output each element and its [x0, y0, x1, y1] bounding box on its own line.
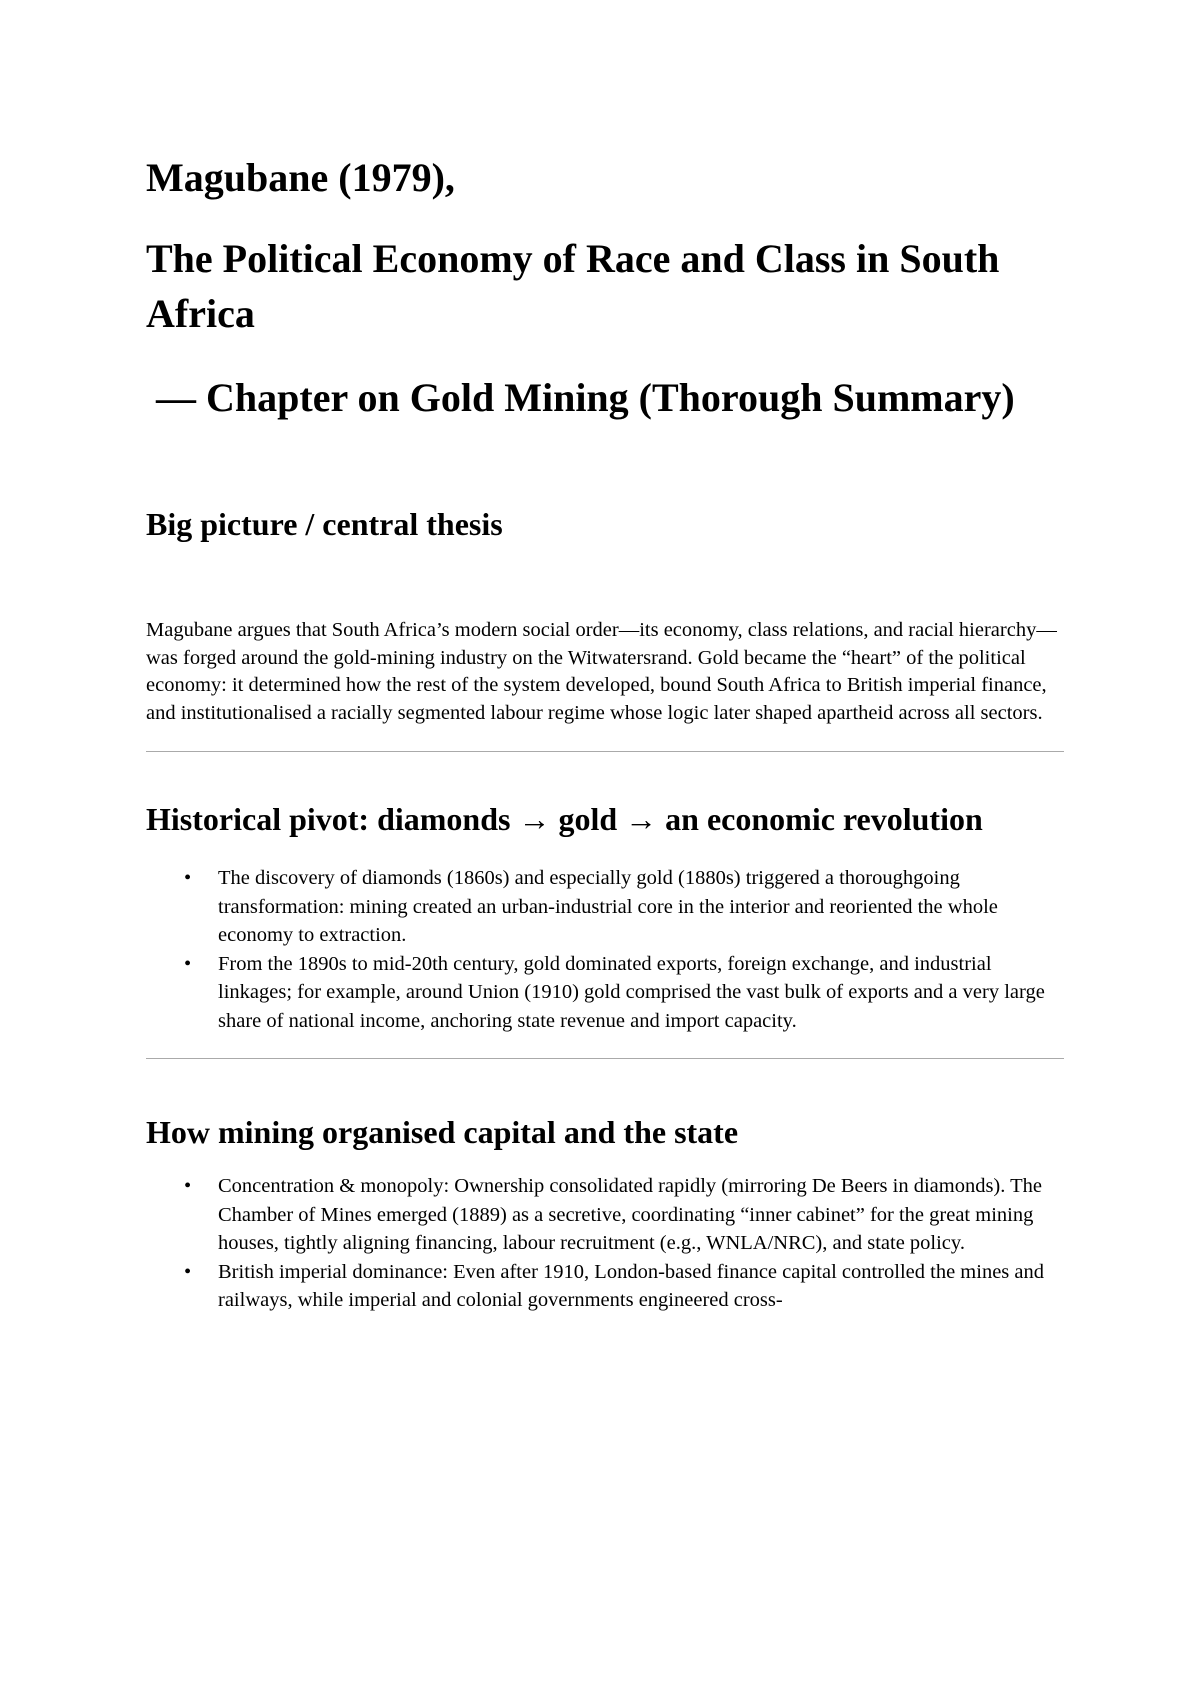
list-item-text: From the 1890s to mid-20th century, gold dominated exports, foreign exchange, and industrial linkages; for example, around Union (1910) gold comprised the vast bulk of exports and a very large share of national income, anchoring state revenue and import capacity.: [218, 952, 1045, 1032]
section-heading-capital-and-state: How mining organised capital and the state: [146, 1114, 739, 1150]
list-item-text: British imperial dominance: Even after 1910, London-based finance capital controlled the mines and railways, while imperial and colonial governments engineered cross-: [218, 1260, 1044, 1311]
section-heading-big-picture: Big picture / central thesis: [146, 506, 503, 542]
list-item-text: Concentration & monopoly: Ownership consolidated rapidly (mirroring De Beers in diamonds). The Chamber of Mines emerged (1889) as a secretive, coordinating “inner cabinet” for the great mining houses, tightly aligning financing, labour recruitment (e.g., WNLA/NRC), and state policy.: [218, 1175, 1043, 1254]
list-item: [146, 1258, 1064, 1315]
bullet-list-historical-pivot: [146, 864, 1064, 1035]
list-item: [146, 1172, 1064, 1258]
list-item: [146, 950, 1064, 1036]
bullet-icon: •: [184, 952, 192, 975]
bullet-icon: •: [184, 1175, 192, 1197]
bullet-list-capital-and-state: [146, 1172, 1064, 1315]
section-heading-historical-pivot: Historical pivot: diamonds → gold → an economic revolution: [146, 801, 983, 837]
section-divider: [146, 1058, 1064, 1059]
document-title-book: The Political Economy of Race and Class in South Africa: [146, 236, 1000, 336]
document-page: [146, 140, 1064, 1315]
list-item: [146, 864, 1064, 950]
document-title-author: Magubane (1979),: [146, 155, 455, 200]
bullet-icon: •: [184, 1260, 192, 1283]
section-divider: [146, 751, 1064, 752]
document-title-chapter: — Chapter on Gold Mining (Thorough Summary): [146, 375, 1015, 420]
bullet-icon: •: [184, 867, 192, 889]
section-paragraph-big-picture: Magubane argues that South Africa’s modern social order—its economy, class relations, and racial hierarchy—was forged around the gold-mining industry on the Witwatersrand. Gold became the “heart” of the political economy: it determined how the rest of the system developed, bound South Africa to British imperial finance, and institutionalised a racially segmented labour regime whose logic later shaped apartheid across all sectors.: [146, 619, 1057, 724]
list-item-text: The discovery of diamonds (1860s) and especially gold (1880s) triggered a thoroughgoing transformation: mining created an urban-industrial core in the interior and reoriented the whole economy to extraction.: [218, 867, 998, 946]
